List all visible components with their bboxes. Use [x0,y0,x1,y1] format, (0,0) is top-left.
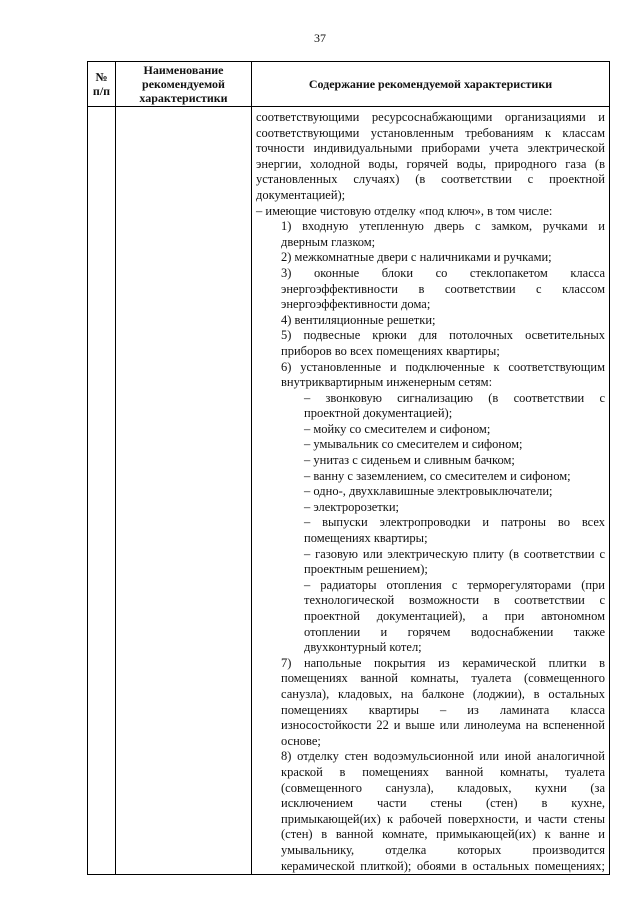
header-number: № п/п [88,62,116,107]
content-line: умывальнику, отделка которых производится [281,842,605,857]
table-body-row [88,107,610,875]
content-line: 8) отделку стен водоэмульсионной или иной аналогичной [281,749,605,764]
content-line: – ванну с заземлением, со смесителем и сифоном; [304,468,571,483]
content-line: технологической возможности в соответствии с [304,593,605,608]
content-line: – звонковую сигнализацию (в соответствии с [304,390,605,405]
content-line: двухконтурный котел; [304,640,422,655]
content-line: 1) входную утепленную дверь с замком, ручками и [281,219,605,234]
content-line: керамической плиткой); обоями в остальных помещениях; [281,858,605,873]
content-line: проектным решением); [304,562,428,577]
content-line: – мойку со смесителем и сифоном; [304,421,491,436]
content-line: энергии, холодной воды, горячей воды, природного газа (в [256,156,605,171]
content-line: проектной документацией), а при автономном [304,609,605,623]
content-line: основе; [281,733,321,748]
content-line: точности индивидуальными приборами учета электрической [256,141,605,156]
content-line: – выпуски электропроводки и патроны во всех [304,515,605,530]
content-line: приборов во всех помещениях квартиры; [281,343,500,358]
content-line: 2) межкомнатные двери с наличниками и ручками; [281,250,552,265]
content-line: помещениях квартиры; [304,531,428,546]
content-line: санузла), кладовых, на балконе (лоджии), в остальных [281,686,605,701]
content-line: документацией); [256,187,346,202]
content-line: 6) установленные и подключенные к соответствующим [281,359,605,374]
content-line: – газовую или электрическую плиту (в соответствии с [304,546,605,561]
characteristics-table [87,61,610,875]
content-line: 7) напольные покрытия из керамической плитки в [281,655,605,670]
content-line: (совмещенного санузла), кладовых, кухни (за [281,780,605,795]
content-line: установленных случаях) (в соответствии с проектной [256,172,605,187]
name-cell [116,107,252,875]
content-line: 3) оконные блоки со стеклопакетом класса [281,265,605,280]
content-line: – радиаторы отопления с терморегуляторами (при [304,577,605,592]
content-line: внутриквартирным инженерным сетям: [281,375,493,390]
number-cell [88,107,116,875]
content-line: энергоэффективности дома; [281,297,431,312]
content-line: помещениях ванной комнаты, туалета (совмещенного [281,671,605,686]
content-line: исключением части стены (стен) в кухне, [281,796,605,811]
content-lines [256,110,605,874]
content-line: помещениях квартиры – из ламината класса [281,702,605,717]
content-line: соответствующими установленным требованиям к классам [256,125,605,140]
content-line: – умывальник со смесителем и сифоном; [304,437,523,452]
content-line: 4) вентиляционные решетки; [281,312,436,327]
header-content: Содержание рекомендуемой характеристики [252,62,610,107]
content-line: примыкающей(их) к рабочей поверхности, и части стены [281,811,605,826]
table-header-row [88,62,610,107]
content-line: энергоэффективности в соответствии с классом [281,281,605,296]
header-name: Наименование рекомендуемой характеристики [116,62,252,107]
content-cell [252,107,610,875]
content-line: – одно-, двухклавишные электровыключатели; [304,484,553,499]
content-line: (стен) в ванной комнате, примыкающей(их) к ванне и [281,827,605,842]
content-line: отоплении и горячем водоснабжении также [304,624,605,639]
content-line: – унитаз с сиденьем и сливным бачком; [304,453,515,468]
content-line: краской в помещениях ванной комнаты, туалета [281,764,605,779]
page-number: 37 [314,31,326,45]
content-line: 5) подвесные крюки для потолочных осветительных [281,328,605,343]
content-line: износостойкости 22 и выше или линолеума на вспененной [281,718,605,733]
content-line: проектной документацией); [304,406,453,421]
content-line: соответствующими ресурсоснабжающими организациями и [256,110,605,124]
content-line: – электророзетки; [304,499,400,514]
content-line: – имеющие чистовую отделку «под ключ», в том числе: [256,203,553,218]
content-line: дверным глазком; [281,234,376,249]
